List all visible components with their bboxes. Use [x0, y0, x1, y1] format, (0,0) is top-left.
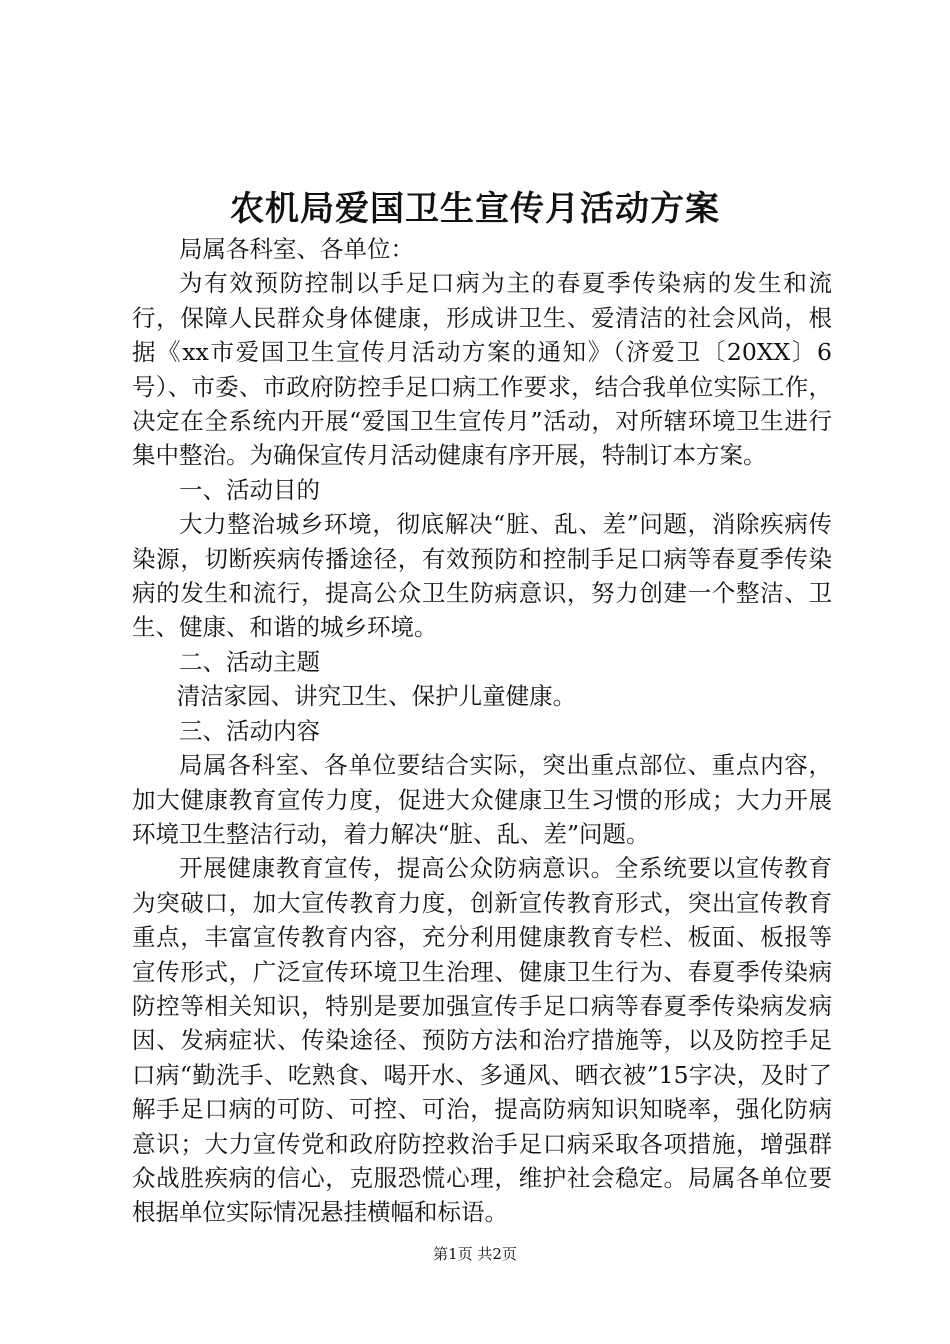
section-heading-content: 三、活动内容: [179, 716, 320, 745]
document-title: 农机局爱国卫生宣传月活动方案: [230, 189, 720, 229]
section-heading-theme: 二、活动主题: [179, 647, 320, 676]
section-paragraph-purpose: 大力整治城乡环境，彻底解决“脏、乱、差”问题，消除疾病传染源，切断疾病传播途径，有效预防和控制手足口病等春夏季传染病的发生和流行，提高公众卫生防病意识，努力创建一个整洁、卫生、健康、和谐的城乡环境。: [132, 510, 832, 642]
salutation: 局属各科室、各单位：: [179, 235, 414, 263]
section-paragraph-content-2: 开展健康教育宣传，提高公众防病意识。全系统要以宣传教育为突破口，加大宣传教育力度，创新宣传教育形式，突出宣传教育重点，丰富宣传教育内容，充分利用健康教育专栏、板面、板报等宣传形式，广泛宣传环境卫生治理、健康卫生行为、春夏季传染病防控等相关知识，特别是要加强宣传手足口病等春夏季传染病发病因、发病症状、传染途径、预防方法和治疗措施等，以及防控手足口病“勤洗手、吃熟食、喝开水、多通风、晒衣被”15字决，及时了解手足口病的可防、可控、可治，提高防病知识知晓率，强化防病意识；大力宣传党和政府防控救治手足口病采取各项措施，增强群众战胜疾病的信心，克服恐慌心理，维护社会稳定。局属各单位要根据单位实际情况悬挂横幅和标语。: [132, 854, 832, 1227]
section-heading-purpose: 一、活动目的: [179, 475, 320, 504]
section-paragraph-theme: 清洁家园、讲究卫生、保护儿童健康。: [176, 682, 577, 711]
document-body: [132, 232, 832, 1230]
section-paragraph-content-1: 局属各科室、各单位要结合实际，突出重点部位、重点内容，加大健康教育宣传力度，促进大众健康卫生习惯的形成；大力开展环境卫生整洁行动，着力解决“脏、乱、差”问题。: [132, 751, 832, 848]
page-number-footer: 第1页 共2页: [433, 1245, 517, 1263]
intro-paragraph: 为有效预防控制以手足口病为主的春夏季传染病的发生和流行，保障人民群众身体健康，形成讲卫生、爱清洁的社会风尚，根据《xx市爱国卫生宣传月活动方案的通知》（济爱卫〔20XX〕6号）、市委、市政府防控手足口病工作要求，结合我单位实际工作，决定在全系统内开展“爱国卫生宣传月”活动，对所辖环境卫生进行集中整治。为确保宣传月活动健康有序开展，特制订本方案。: [132, 269, 832, 470]
